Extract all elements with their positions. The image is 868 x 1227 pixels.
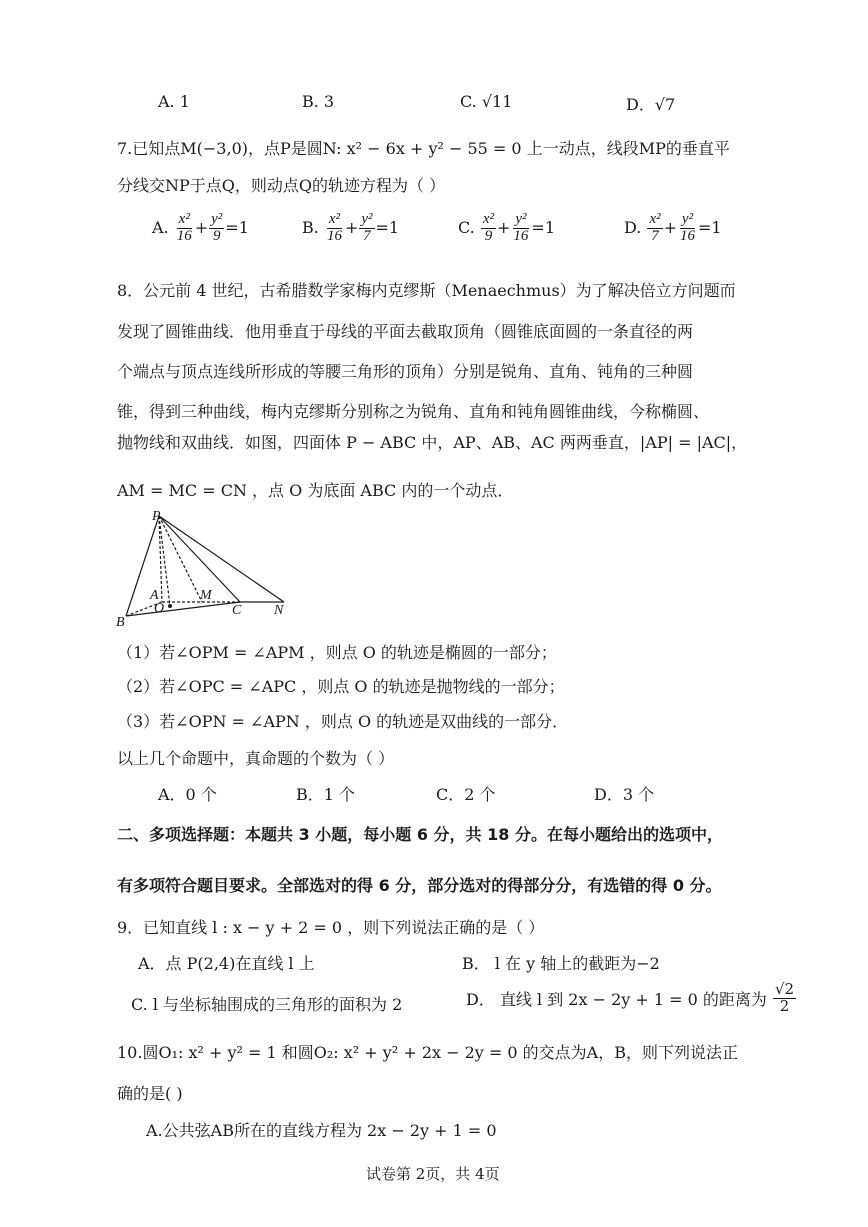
fig-label-p: P [152, 509, 161, 524]
q9-option-c: C. l 与坐标轴围成的三角形的面积为 2 [131, 995, 403, 1014]
q8-stem-line6: AM = MC = CN ，点 O 为底面 ABC 内的一个动点． [117, 481, 514, 500]
q8-option-d: D．3 个 [594, 785, 655, 804]
q6-option-c: C. √11 [460, 92, 513, 111]
q8-option-c: C．2 个 [436, 785, 496, 804]
fig-label-c: C [232, 603, 242, 618]
q8-stem-line5: 抛物线和双曲线．如图，四面体 P − ABC 中，AP、AB、AC 两两垂直，|AP| = |AC|， [117, 433, 748, 452]
q7-option-c: C. $\frac{\text{x²}}{9}$ + $\frac{\text{y²}}{16}$ =1 [458, 211, 556, 244]
q8-stem-line1: 8．公元前 4 世纪，古希腊数学家梅内克缪斯（Menaechmus）为了解决倍立方问题而 [117, 281, 736, 300]
tetrahedron-figure [112, 506, 302, 628]
page-footer: 试卷第 2页，共 4页 [366, 1165, 500, 1183]
fig-label-n: N [274, 603, 284, 618]
q6-option-a: A. 1 [158, 92, 190, 111]
q10-stem-line2: 确的是( ) [117, 1084, 183, 1103]
q8-stem-line2: 发现了圆锥曲线．他用垂直于母线的平面去截取顶角（圆锥底面圆的一条直径的两 [117, 322, 694, 341]
q8-statement-2: （2）若∠OPC = ∠APC ，则点 O 的轨迹是抛物线的一部分； [117, 677, 565, 696]
q9-option-b: B． l 在 y 轴上的截距为−2 [462, 954, 660, 973]
q8-option-a: A．0 个 [158, 785, 217, 804]
q7-option-d: D. $\frac{\text{x²}}{7}$ + $\frac{\text{y²}}{16}$ =1 [624, 211, 722, 244]
q8-stem-line4: 锥，得到三种曲线，梅内克缪斯分别称之为锐角、直角和钝角圆锥曲线，今称椭圆、 [117, 402, 710, 421]
q10-option-a: A.公共弦AB所在的直线方程为 2x − 2y + 1 = 0 [146, 1121, 497, 1140]
fig-label-b: B [116, 615, 125, 628]
q6-option-d: D．√7 [626, 95, 676, 114]
section2-heading-line2: 有多项符合题目要求。全部选对的得 6 分，部分选对的得部分分，有选错的得 0 分。 [117, 876, 722, 895]
section2-heading-line1: 二、多项选择题：本题共 3 小题，每小题 6 分，共 18 分。在每小题给出的选项中， [117, 825, 723, 844]
q8-question: 以上几个命题中，真命题的个数为（ ） [117, 749, 395, 768]
q6-option-b: B. 3 [302, 92, 335, 111]
q8-statement-1: （1）若∠OPM = ∠APM ，则点 O 的轨迹是椭圆的一部分； [117, 643, 557, 662]
q8-stem-line3: 个端点与顶点连线所形成的等腰三角形的顶角）分别是锐角、直角、钝角的三种圆 [117, 362, 694, 381]
fig-label-a: A [150, 588, 159, 603]
fig-label-m: M [200, 588, 212, 603]
q8-statement-3: （3）若∠OPN = ∠APN ，则点 O 的轨迹是双曲线的一部分． [117, 712, 569, 731]
fig-label-o: O [154, 601, 165, 616]
q7-option-b: B. $\frac{\text{x²}}{16}$ + $\frac{\text{y²}}{7}$ =1 [302, 211, 400, 244]
q7-option-a: A. $\frac{\text{x²}}{16}$ + $\frac{\text{y²}}{9}$ =1 [152, 211, 249, 244]
q9-stem: 9．已知直线 l : x − y + 2 = 0 ，则下列说法正确的是（ ） [117, 918, 545, 937]
q9-option-a: A．点 P(2,4)在直线 l 上 [138, 954, 315, 973]
q8-option-b: B．1 个 [296, 785, 356, 804]
q9-option-d: D． 直线 l 到 2x − 2y + 1 = 0 的距离为 $\frac{√2}{2}$ [466, 980, 795, 1015]
q7-stem-line2: 分线交NP于点Q，则动点Q的轨迹方程为（ ） [117, 176, 446, 195]
q10-stem-line1: 10.圆O₁: x² + y² = 1 和圆O₂: x² + y² + 2x − 2y = 0 的交点为A，B，则下列说法正 [117, 1043, 738, 1062]
q7-stem-line1: 7.已知点M(−3,0)，点P是圆N: x² − 6x + y² − 55 = 0 上一动点，线段MP的垂直平 [117, 139, 730, 158]
